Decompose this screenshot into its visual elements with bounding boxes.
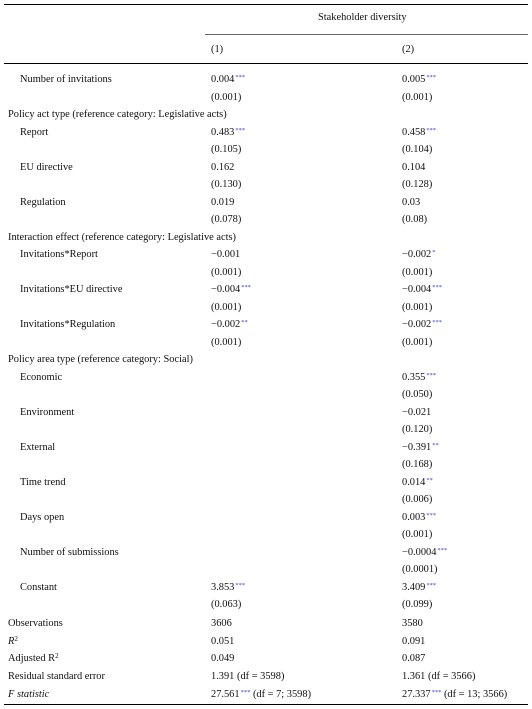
row-label: Report: [20, 127, 49, 138]
coefficient-col2: −0.002***: [402, 319, 442, 330]
significance-stars: ***: [426, 512, 437, 519]
std-error-col1: (0.001): [211, 267, 242, 278]
std-error-col2: (0.0001): [402, 564, 438, 575]
dependent-variable-header: Stakeholder diversity: [318, 12, 407, 23]
significance-stars: ***: [235, 127, 246, 134]
row-label: Regulation: [20, 197, 66, 208]
significance-stars: ***: [241, 284, 251, 291]
significance-stars: ***: [235, 582, 246, 589]
row-label: Invitations*EU directive: [20, 284, 123, 295]
significance-stars: **: [432, 442, 439, 449]
f-statistic-col2: 27.337*** (df = 13; 3566): [402, 689, 508, 700]
column-2-header: (2): [402, 44, 415, 55]
r2-col2: 0.091: [402, 636, 426, 647]
coefficient-col2: 0.014**: [402, 477, 433, 488]
coefficient-col2: 0.355***: [402, 372, 437, 383]
coefficient-col2: 0.003***: [402, 512, 437, 523]
significance-stars: ***: [426, 74, 437, 81]
std-error-col1: (0.130): [211, 179, 242, 190]
std-error-col1: (0.001): [211, 337, 242, 348]
observations-col1: 3606: [211, 618, 232, 629]
coefficient-col2: −0.004***: [402, 284, 442, 295]
row-label: Invitations*Regulation: [20, 319, 116, 330]
row-label: Number of submissions: [20, 547, 119, 558]
std-error-col1: (0.105): [211, 144, 242, 155]
row-label: Days open: [20, 512, 65, 523]
header-underline: [205, 34, 528, 35]
std-error-col2: (0.001): [402, 267, 433, 278]
coefficient-col1: −0.001: [211, 249, 241, 260]
observations-col2: 3580: [402, 618, 423, 629]
std-error-col1: (0.078): [211, 214, 242, 225]
bottom-rule: [4, 704, 528, 705]
f-statistic-col1: 27.561*** (df = 7; 3598): [211, 689, 312, 700]
f-statistic-label: F statistic: [8, 689, 50, 700]
row-label: Environment: [20, 407, 75, 418]
significance-stars: ***: [426, 372, 437, 379]
section-heading: Interaction effect (reference category: Legislative acts): [8, 232, 236, 243]
coefficient-col2: 3.409***: [402, 582, 437, 593]
section-heading: Policy area type (reference category: Social): [8, 354, 193, 365]
observations-label: Observations: [8, 618, 63, 629]
coefficient-col2: −0.0004***: [402, 547, 448, 558]
row-label: Constant: [20, 582, 57, 593]
std-error-col2: (0.001): [402, 302, 433, 313]
coefficient-col2: −0.021: [402, 407, 432, 418]
std-error-col2: (0.001): [402, 529, 433, 540]
std-error-col2: (0.001): [402, 337, 433, 348]
section-heading: Policy act type (reference category: Legislative acts): [8, 109, 227, 120]
coefficient-col1: 0.483***: [211, 127, 246, 138]
significance-stars: ***: [437, 547, 448, 554]
std-error-col2: (0.104): [402, 144, 433, 155]
significance-stars: ***: [426, 582, 437, 589]
coefficient-col2: 0.03: [402, 197, 421, 208]
significance-stars: ***: [426, 127, 437, 134]
coefficient-col2: 0.005***: [402, 74, 437, 85]
std-error-col2: (0.128): [402, 179, 433, 190]
r2-col1: 0.051: [211, 636, 235, 647]
adjusted-r2-label: Adjusted $R^2$: [8, 652, 59, 664]
coefficient-col2: 0.458***: [402, 127, 437, 138]
row-label: Time trend: [20, 477, 66, 488]
std-error-col2: (0.120): [402, 424, 433, 435]
r2-label: $R^2$: [8, 635, 18, 647]
coefficient-col2: 0.104: [402, 162, 426, 173]
column-1-header: (1): [211, 44, 224, 55]
significance-stars: **: [426, 477, 433, 484]
std-error-col2: (0.050): [402, 389, 433, 400]
std-error-col2: (0.006): [402, 494, 433, 505]
coefficient-col1: 3.853***: [211, 582, 246, 593]
coefficient-col1: 0.004***: [211, 74, 246, 85]
adjusted-r2-col2: 0.087: [402, 653, 426, 664]
coefficient-col1: 0.162: [211, 162, 235, 173]
std-error-col2: (0.168): [402, 459, 433, 470]
adjusted-r2-col1: 0.049: [211, 653, 235, 664]
coefficient-col1: −0.004***: [211, 284, 251, 295]
coefficient-col1: 0.019: [211, 197, 235, 208]
significance-stars: **: [241, 319, 248, 326]
rse-col1: 1.391 (df = 3598): [211, 671, 285, 682]
rse-label: Residual standard error: [8, 671, 105, 682]
rse-col2: 1.361 (df = 3566): [402, 671, 476, 682]
row-label: EU directive: [20, 162, 73, 173]
row-label: Number of invitations: [20, 74, 112, 85]
significance-stars: *: [432, 249, 436, 256]
significance-stars: ***: [432, 319, 442, 326]
std-error-col2: (0.08): [402, 214, 428, 225]
std-error-col2: (0.099): [402, 599, 433, 610]
row-label: External: [20, 442, 56, 453]
row-label: Economic: [20, 372, 63, 383]
row-label: Invitations*Report: [20, 249, 98, 260]
coefficient-col2: −0.391**: [402, 442, 439, 453]
std-error-col1: (0.063): [211, 599, 242, 610]
std-error-col1: (0.001): [211, 92, 242, 103]
coefficient-col1: −0.002**: [211, 319, 248, 330]
std-error-col1: (0.001): [211, 302, 242, 313]
std-error-col2: (0.001): [402, 92, 433, 103]
significance-stars: ***: [432, 284, 442, 291]
header-rule: [4, 63, 528, 64]
significance-stars: ***: [235, 74, 246, 81]
top-rule: [4, 4, 528, 5]
coefficient-col2: −0.002*: [402, 249, 436, 260]
